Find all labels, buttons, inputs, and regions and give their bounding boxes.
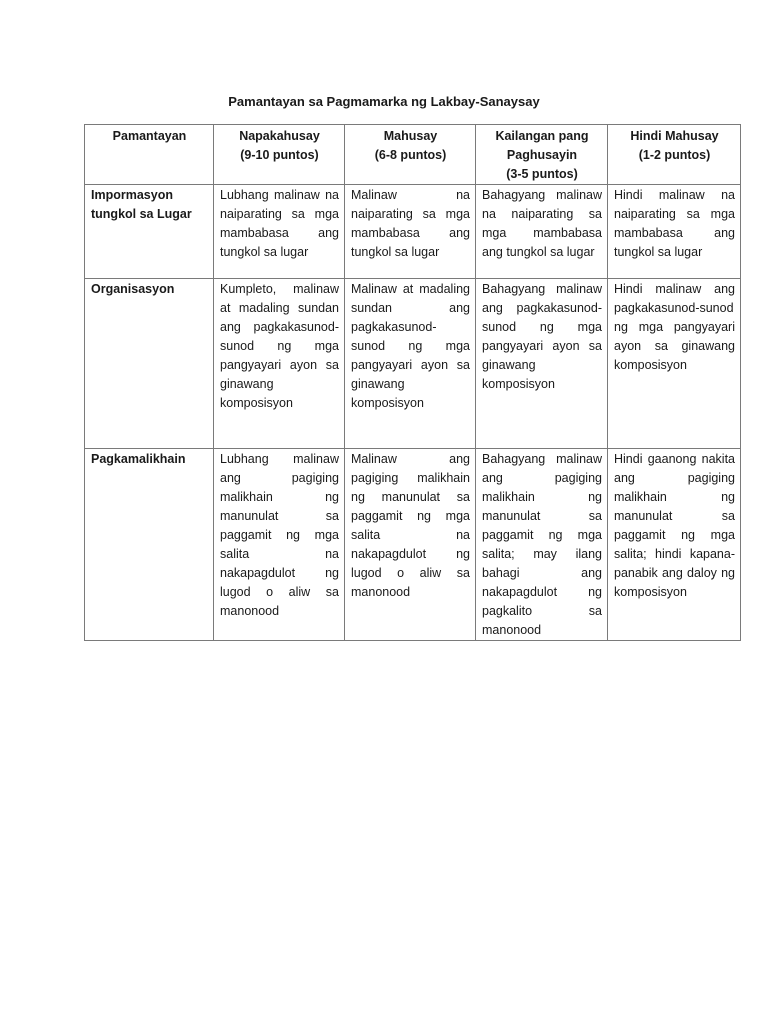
criterion-cell: Impormasyon tungkol sa Lugar	[85, 185, 214, 279]
description-cell: Kumpleto, malinaw at madaling sundan ang pagkakasunod-sunod ng mga pangyayari ayon sa ginawang komposisyon	[214, 279, 345, 449]
description-cell: Hindi gaanong nakita ang pagiging malikhain ng manunulat sa paggamit ng mga salita; hindi kapana-panabik ang daloy ng komposisyon	[608, 449, 741, 641]
criterion-cell: Pagkamalikhain	[85, 449, 214, 641]
description-cell: Lubhang malinaw ang pagiging malikhain ng manunulat sa paggamit ng mga salita na nakapagdulot ng lugod o aliw sa manonood	[214, 449, 345, 641]
description-cell: Hindi malinaw na naiparating sa mga mambabasa ang tungkol sa lugar	[608, 185, 741, 279]
header-cell-napakahusay	[214, 125, 345, 185]
description-cell: Malinaw na naiparating sa mga mambabasa ang tungkol sa lugar	[345, 185, 476, 279]
document-title: Pamantayan sa Pagmamarka ng Lakbay-Sanaysay	[228, 94, 540, 109]
description-cell: Malinaw ang pagiging malikhain ng manunulat sa paggamit ng mga salita na nakapagdulot ng lugod o aliw sa manonood	[345, 449, 476, 641]
description-cell: Malinaw at madaling sundan ang pagkakasunod-sunod ng mga pangyayari ayon sa ginawang komposisyon	[345, 279, 476, 449]
description-cell: Lubhang malinaw na naiparating sa mga mambabasa ang tungkol sa lugar	[214, 185, 345, 279]
header-cell-hindi-mahusay	[608, 125, 741, 185]
table-header-row	[85, 125, 741, 185]
header-points: (9-10 puntos)	[240, 148, 319, 162]
header-label: Mahusay	[383, 129, 438, 143]
header-cell-pamantayan	[85, 125, 214, 185]
header-points: (3-5 puntos)	[506, 167, 578, 181]
description-cell: Bahagyang malinaw ang pagkakasunod-sunod ng mga pangyayari ayon sa ginawang komposisyon	[476, 279, 608, 449]
description-cell: Bahagyang malinaw na naiparating sa mga mambabasa ang tungkol sa lugar	[476, 185, 608, 279]
header-cell-kailangan-pang-paghusayin	[476, 125, 608, 185]
header-label: Pamantayan	[112, 129, 187, 143]
description-cell: Hindi malinaw ang pagkakasunod-sunod ng mga pangyayari ayon sa ginawang komposisyon	[608, 279, 741, 449]
header-points: (6-8 puntos)	[374, 148, 447, 162]
table-row	[85, 449, 741, 641]
rubric-table	[84, 124, 741, 641]
header-label: Kailangan pang Paghusayin	[495, 129, 589, 162]
header-cell-mahusay	[345, 125, 476, 185]
table-row	[85, 279, 741, 449]
description-cell: Bahagyang malinaw ang pagiging malikhain ng manunulat sa paggamit ng mga salita; may ilang bahagi ang nakapagdulot ng pagkalito sa manonood	[476, 449, 608, 641]
criterion-cell: Organisasyon	[85, 279, 214, 449]
header-label: Napakahusay	[239, 129, 320, 143]
header-label: Hindi Mahusay	[630, 129, 719, 143]
table-row	[85, 185, 741, 279]
header-points: (1-2 puntos)	[638, 148, 711, 162]
